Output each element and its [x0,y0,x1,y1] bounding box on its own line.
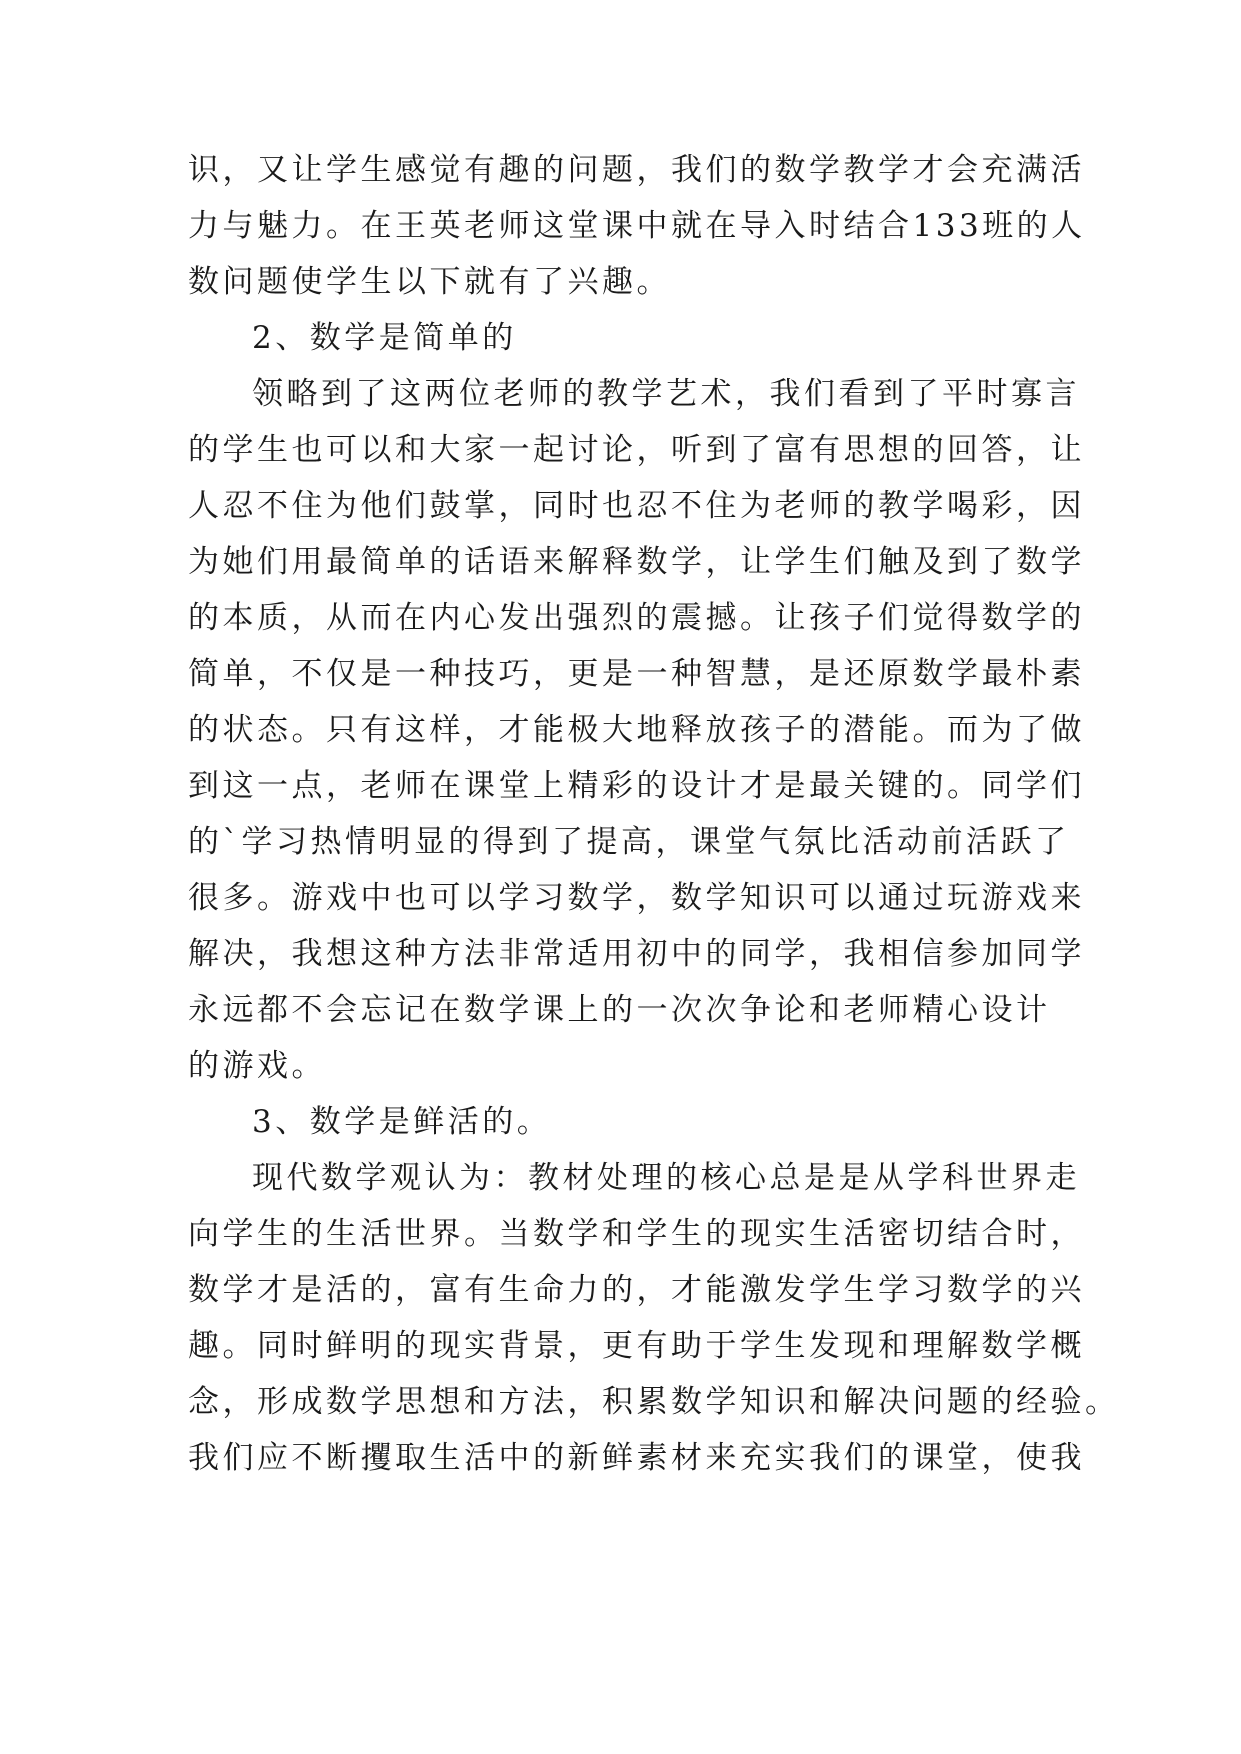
section-heading: 2、数学是简单的 [252,320,517,356]
text-line: 数学才是活的，富有生命力的，才能激发学生学习数学的兴 [188,1272,1085,1308]
text-line: 趣。同时鲜明的现实背景，更有助于学生发现和理解数学概 [188,1328,1085,1364]
text-line: 力与魅力。在王英老师这堂课中就在导入时结合133班的人 [188,208,1086,244]
text-line: 的学生也可以和大家一起讨论，听到了富有思想的回答，让 [188,432,1085,468]
text-line: 的本质，从而在内心发出强烈的震撼。让孩子们觉得数学的 [188,600,1085,636]
text-line: 领略到了这两位老师的教学艺术，我们看到了平时寡言 [252,376,1080,412]
text-line: 的状态。只有这样，才能极大地释放孩子的潜能。而为了做 [188,712,1085,748]
text-line: 识，又让学生感觉有趣的问题，我们的数学教学才会充满活 [188,152,1085,188]
text-line: 现代数学观认为：教材处理的核心总是是从学科世界走 [252,1160,1080,1196]
text-line: 解决，我想这种方法非常适用初中的同学，我相信参加同学 [188,936,1085,972]
text-line: 简单，不仅是一种技巧，更是一种智慧，是还原数学最朴素 [188,656,1085,692]
text-line: 念，形成数学思想和方法，积累数学知识和解决问题的经验。 [188,1384,1120,1420]
text-line: 向学生的生活世界。当数学和学生的现实生活密切结合时， [188,1216,1085,1252]
text-line: 永远都不会忘记在数学课上的一次次争论和老师精心设计 [188,992,1051,1028]
text-line: 的游戏。 [188,1048,326,1084]
text-line: 为她们用最简单的话语来解释数学，让学生们触及到了数学 [188,544,1085,580]
section-heading: 3、数学是鲜活的。 [252,1104,552,1140]
text-line: 到这一点，老师在课堂上精彩的设计才是最关键的。同学们 [188,768,1085,804]
text-line: 很多。游戏中也可以学习数学，数学知识可以通过玩游戏来 [188,880,1085,916]
text-line: 的`学习热情明显的得到了提高，课堂气氛比活动前活跃了 [188,824,1070,860]
text-line: 数问题使学生以下就有了兴趣。 [188,264,671,300]
text-line: 人忍不住为他们鼓掌，同时也忍不住为老师的教学喝彩，因 [188,488,1085,524]
text-line: 我们应不断攫取生活中的新鲜素材来充实我们的课堂，使我 [188,1440,1085,1476]
